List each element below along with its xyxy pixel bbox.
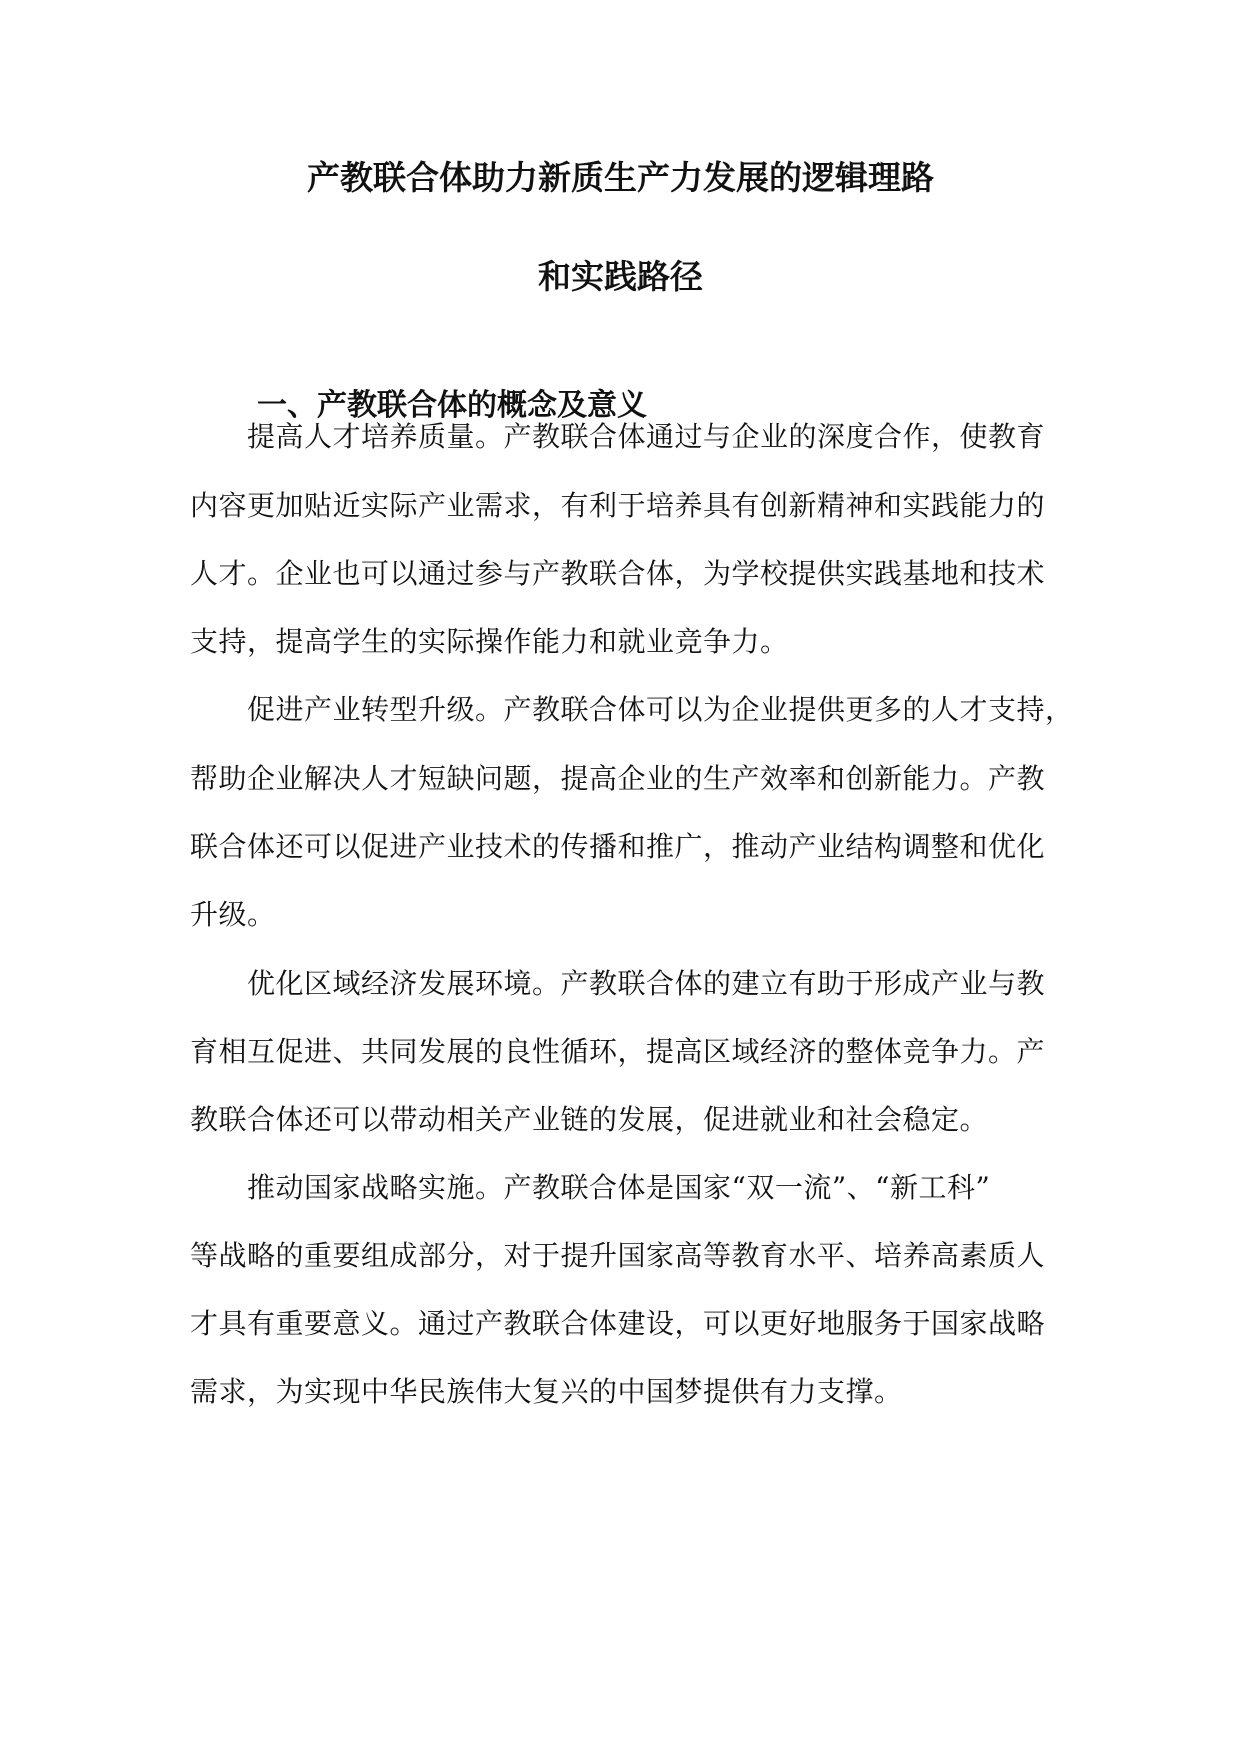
paragraph-3-line-2: 育相互促进、共同发展的良性循环，提高区域经济的整体竞争力。产 <box>190 1035 1046 1068</box>
paragraph-1-line-3: 人才。企业也可以通过参与产教联合体，为学校提供实践基地和技术 <box>190 557 1046 590</box>
paragraph-3-line-3: 教联合体还可以带动相关产业链的发展，促进就业和社会稳定。 <box>190 1103 989 1136</box>
paragraph-1-line-2: 内容更加贴近实际产业需求，有利于培养具有创新精神和实践能力的 <box>190 489 1046 522</box>
paragraph-4-line-4: 需求，为实现中华民族伟大复兴的中国梦提供有力支撑。 <box>190 1375 903 1408</box>
paragraph-4-line-1: 推动国家战略实施。产教联合体是国家“双一流”、“新工科” <box>247 1171 991 1204</box>
document-title-line-2: 和实践路径 <box>538 257 703 296</box>
paragraph-1-line-1: 提高人才培养质量。产教联合体通过与企业的深度合作，使教育 <box>247 420 1046 453</box>
paragraph-2-line-2: 帮助企业解决人才短缺问题，提高企业的生产效率和创新能力。产教 <box>190 762 1046 795</box>
paragraph-4-line-3: 才具有重要意义。通过产教联合体建设，可以更好地服务于国家战略 <box>190 1307 1046 1340</box>
paragraph-4-line-2: 等战略的重要组成部分，对于提升国家高等教育水平、培养高素质人 <box>190 1239 1046 1272</box>
paragraph-3-line-1: 优化区域经济发展环境。产教联合体的建立有助于形成产业与教 <box>247 967 1046 1000</box>
paragraph-2-line-4: 升级。 <box>190 898 276 931</box>
document-title-line-1: 产教联合体助力新质生产力发展的逻辑理路 <box>307 158 934 197</box>
paragraph-2-line-3: 联合体还可以促进产业技术的传播和推广，推动产业结构调整和优化 <box>190 830 1046 863</box>
paragraph-1-line-4: 支持，提高学生的实际操作能力和就业竞争力。 <box>190 625 789 658</box>
section-heading: 一、产教联合体的概念及意义 <box>257 388 647 423</box>
paragraph-2-line-1: 促进产业转型升级。产教联合体可以为企业提供更多的人才支持， <box>247 693 1074 726</box>
